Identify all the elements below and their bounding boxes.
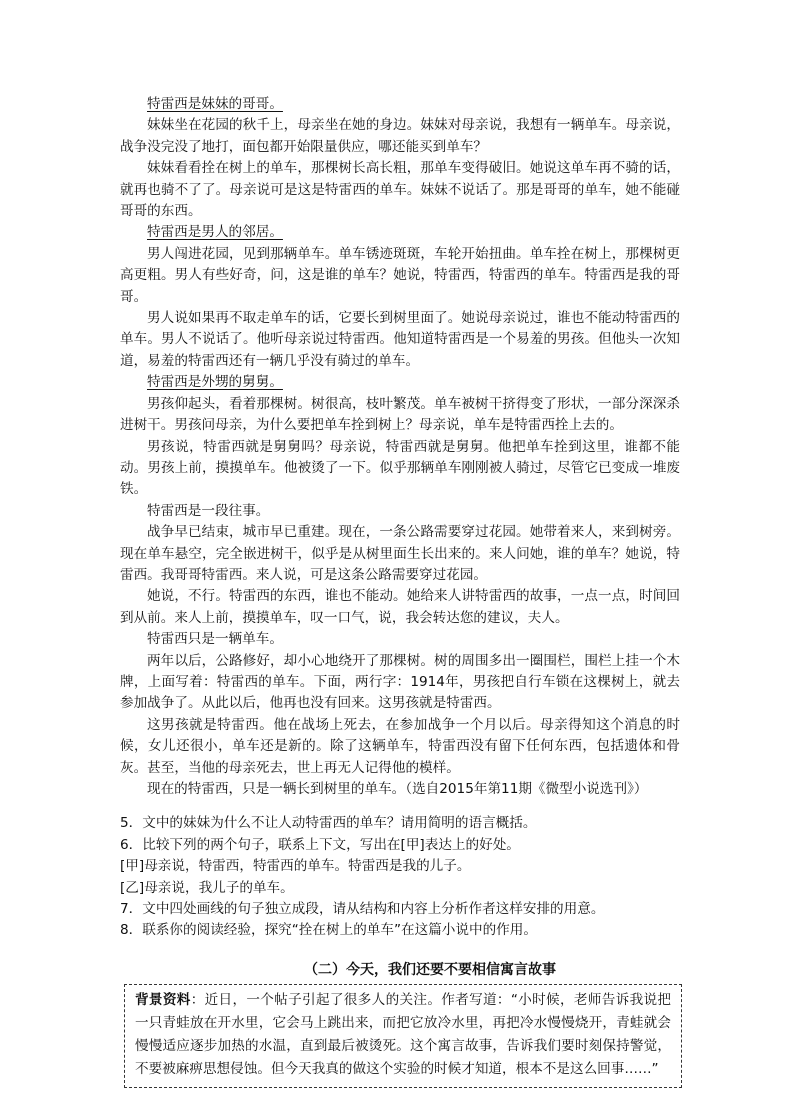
question-8: 8．联系你的阅读经验，探究“拴在树上的单车”在这篇小说中的作用。 (120, 922, 537, 939)
story-paragraph (120, 94, 680, 115)
question-7: 7．文中四处画线的句子独立成段，请从结构和内容上分析作者这样安排的用意。 (120, 901, 605, 918)
question-list (120, 813, 680, 941)
story-paragraph (120, 372, 680, 393)
story-paragraph: 妹妹坐在花园的秋千上，母亲坐在她的身边。妹妹对母亲说，我想有一辆单车。母亲说，战争没完没了地打，面包都开始限量供应，哪还能买到单车？ (120, 117, 680, 155)
story-paragraph: 妹妹看看拴在树上的单车，那棵树长高长粗，那单车变得破旧。她说这单车再不骑的话，就再也骑不了了。母亲说可是这是特雷西的单车。妹妹不说话了。那是哥哥的单车，她不能碰哥哥的东西。 (120, 160, 680, 220)
story-paragraph: 这男孩就是特雷西。他在战场上死去，在参加战争一个月以后。母亲得知这个消息的时候，女儿还很小，单车还是新的。除了这辆单车，特雷西没有留下任何东西，包括遗体和骨灰。甚至，当他的母亲死去，世上再无人记得他的模样。 (120, 716, 680, 776)
background-material-box (124, 984, 682, 1088)
underlined-sentence: 特雷西是外甥的舅舅。 (147, 374, 283, 391)
story-paragraph: 特雷西是一段往事。 (147, 502, 270, 519)
background-material-text (135, 989, 671, 1081)
story-paragraph: 现在的特雷西，只是一辆长到树里的单车。（选自2015年第11期《微型小说选刊》） (147, 781, 648, 797)
question-5: 5．文中的妹妹为什么不让人动特雷西的单车？请用简明的语言概括。 (120, 815, 537, 832)
story-paragraph: 特雷西只是一辆单车。 (147, 631, 283, 648)
section-2-title: （二）今天，我们还要不要相信寓言故事 (304, 961, 556, 978)
question-6: 6．比较下列的两个句子，联系上下文，写出在[甲]表达上的好处。 (120, 836, 520, 853)
story-paragraph: 男孩说，特雷西就是舅舅吗？母亲说，特雷西就是舅舅。他把单车拴到这里，谁都不能动。男孩上前，摸摸单车。他被烫了一下。似乎那辆单车刚刚被人骑过，尽管它已变成一堆废铁。 (120, 438, 680, 498)
story-paragraph: 两年以后，公路修好，却小心地绕开了那棵树。树的周围多出一圈围栏，围栏上挂一个木牌，上面写着：特雷西的单车。下面，两行字：1914年，男孩把自行车锁在这棵树上，就去参加战争了。从此以后，他再也没有回来。这男孩就是特雷西。 (120, 652, 680, 712)
story-paragraph: 她说，不行。特雷西的东西，谁也不能动。她给来人讲特雷西的故事，一点一点，时间回到从前。来人上前，摸摸单车，叹一口气，说，我会转达您的建议，夫人。 (120, 588, 680, 626)
sentence-yi: [乙]母亲说，我儿子的单车。 (120, 879, 294, 896)
story-paragraph: 男孩仰起头，看着那棵树。树很高，枝叶繁茂。单车被树干挤得变了形状，一部分深深杀进树干。男孩问母亲，为什么要把单车拴到树上？母亲说，单车是特雷西拴上去的。 (120, 395, 680, 434)
underlined-sentence: 特雷西是男人的邻居。 (147, 224, 283, 241)
sentence-jia: [甲]母亲说，特雷西，特雷西的单车。特雷西是我的儿子。 (120, 858, 471, 875)
story-paragraph: 男人说如果再不取走单车的话，它要长到树里面了。她说母亲说过，谁也不能动特雷西的单车。男人不说话了。他听母亲说过特雷西。他知道特雷西是一个易羞的男孩。但他头一次知道，易羞的特雷西还有一辆几乎没有骑过的单车。 (120, 310, 680, 369)
story-text (120, 94, 680, 800)
story-paragraph (120, 222, 680, 243)
story-paragraph: 男人闯进花园，见到那辆单车。单车锈迹斑斑，车轮开始扭曲。单车拴在树上，那棵树更高更粗。男人有些好奇，问，这是谁的单车？她说，特雷西，特雷西的单车。特雷西是我的哥哥。 (120, 245, 680, 305)
document-page (120, 94, 680, 1088)
underlined-sentence: 特雷西是妹妹的哥哥。 (147, 96, 283, 112)
background-body: ：近日，一个帖子引起了很多人的关注。作者写道：“小时候，老师告诉我说把一只青蛙放在开水里，它会马上跳出来，而把它放冷水里，再把冷水慢慢烧开，青蛙就会慢慢适应逐步加热的水温，直到最后被烫死。这个寓言故事，告诉我们要时刻保持警觉，不要被麻痹思想侵蚀。但今天我真的做这个实验的时候才知道，根本不是这么回事……” (135, 991, 672, 1077)
background-label: 背景资料 (135, 991, 191, 1008)
story-paragraph: 战争早已结束，城市早已重建。现在，一条公路需要穿过花园。她带着来人，来到树旁。现在单车悬空，完全嵌进树干，似乎是从树里面生长出来的。来人问她，谁的单车？她说，特雷西。我哥哥特雷西。来人说，可是这条公路需要穿过花园。 (120, 524, 680, 583)
